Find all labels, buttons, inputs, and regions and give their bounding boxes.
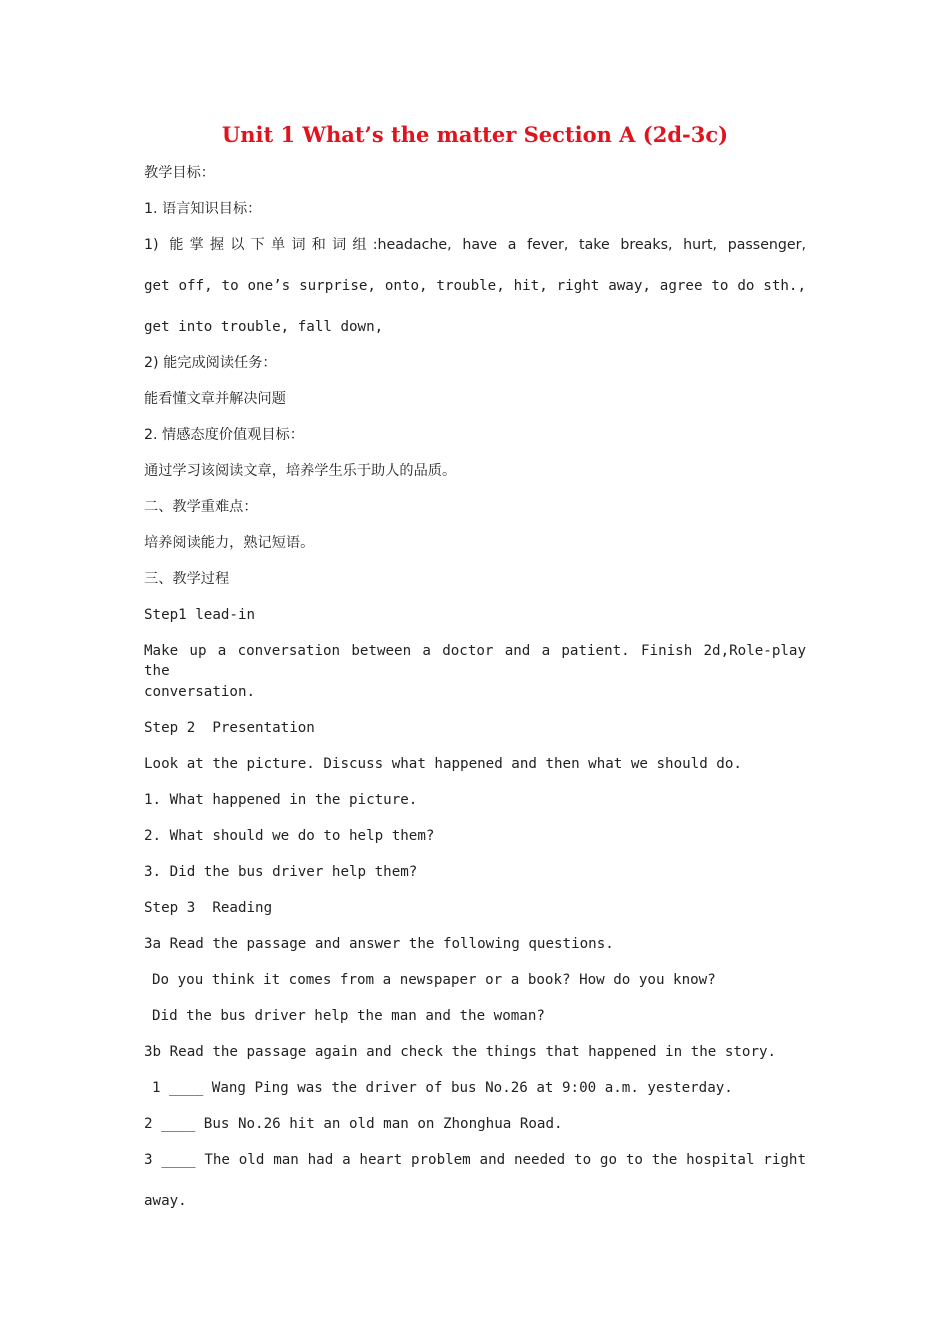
task-3b-item-3-line-1: 3 ____ The old man had a heart problem and needed to go to the hospital right: [144, 1152, 806, 1168]
step2-heading: Step 2 Presentation: [144, 720, 315, 736]
step1-heading: Step1 lead-in: [144, 607, 256, 623]
task-3b-item-1: 1 ____ Wang Ping was the driver of bus No.26 at 9:00 a.m. yesterday.: [152, 1080, 733, 1096]
question-3: 3. Did the bus driver help them?: [144, 864, 418, 880]
task-3a: 3a Read the passage and answer the following questions.: [144, 936, 614, 952]
process-heading: 三、教学过程: [144, 571, 230, 587]
objectives-heading: 教学目标：: [144, 165, 215, 181]
reading-task-text: 能看懂文章并解决问题: [144, 391, 286, 407]
objective-2-heading: 2. 情感态度价值观目标：: [144, 427, 304, 443]
task-3b-item-3-line-2: away.: [144, 1193, 187, 1209]
task-3a-question-2: Did the bus driver help the man and the woman?: [152, 1008, 545, 1024]
step3-heading: Step 3 Reading: [144, 900, 273, 916]
step1-text-line-1: Make up a conversation between a doctor and a patient. Finish 2d,Role-play the: [144, 643, 806, 679]
vocab-line-1: 1) 能掌握以下单词和词组:headache, have a fever, take breaks, hurt, passenger,: [144, 237, 806, 253]
key-points-text: 培养阅读能力，熟记短语。: [144, 535, 315, 551]
question-1: 1. What happened in the picture.: [144, 792, 418, 808]
objective-1-heading: 1. 语言知识目标：: [144, 201, 262, 217]
task-3b: 3b Read the passage again and check the things that happened in the story.: [144, 1044, 777, 1060]
reading-task-heading: 2) 能完成阅读任务：: [144, 355, 277, 371]
step2-text: Look at the picture. Discuss what happened and then what we should do.: [144, 756, 742, 772]
objective-2-text: 通过学习该阅读文章，培养学生乐于助人的品质。: [144, 463, 457, 479]
key-points-heading: 二、教学重难点：: [144, 499, 258, 515]
step1-text-line-2: conversation.: [144, 684, 256, 700]
document-title: Unit 1 What’s the matter Section A (2d-3c): [221, 122, 729, 147]
vocab-line-2: get off, to one’s surprise, onto, trouble, hit, right away, agree to do sth.,: [144, 278, 806, 294]
question-2: 2. What should we do to help them?: [144, 828, 435, 844]
task-3a-question-1: Do you think it comes from a newspaper or a book? How do you know?: [152, 972, 716, 988]
task-3b-item-2: 2 ____ Bus No.26 hit an old man on Zhonghua Road.: [144, 1116, 563, 1132]
vocab-line-3: get into trouble, fall down,: [144, 319, 384, 335]
